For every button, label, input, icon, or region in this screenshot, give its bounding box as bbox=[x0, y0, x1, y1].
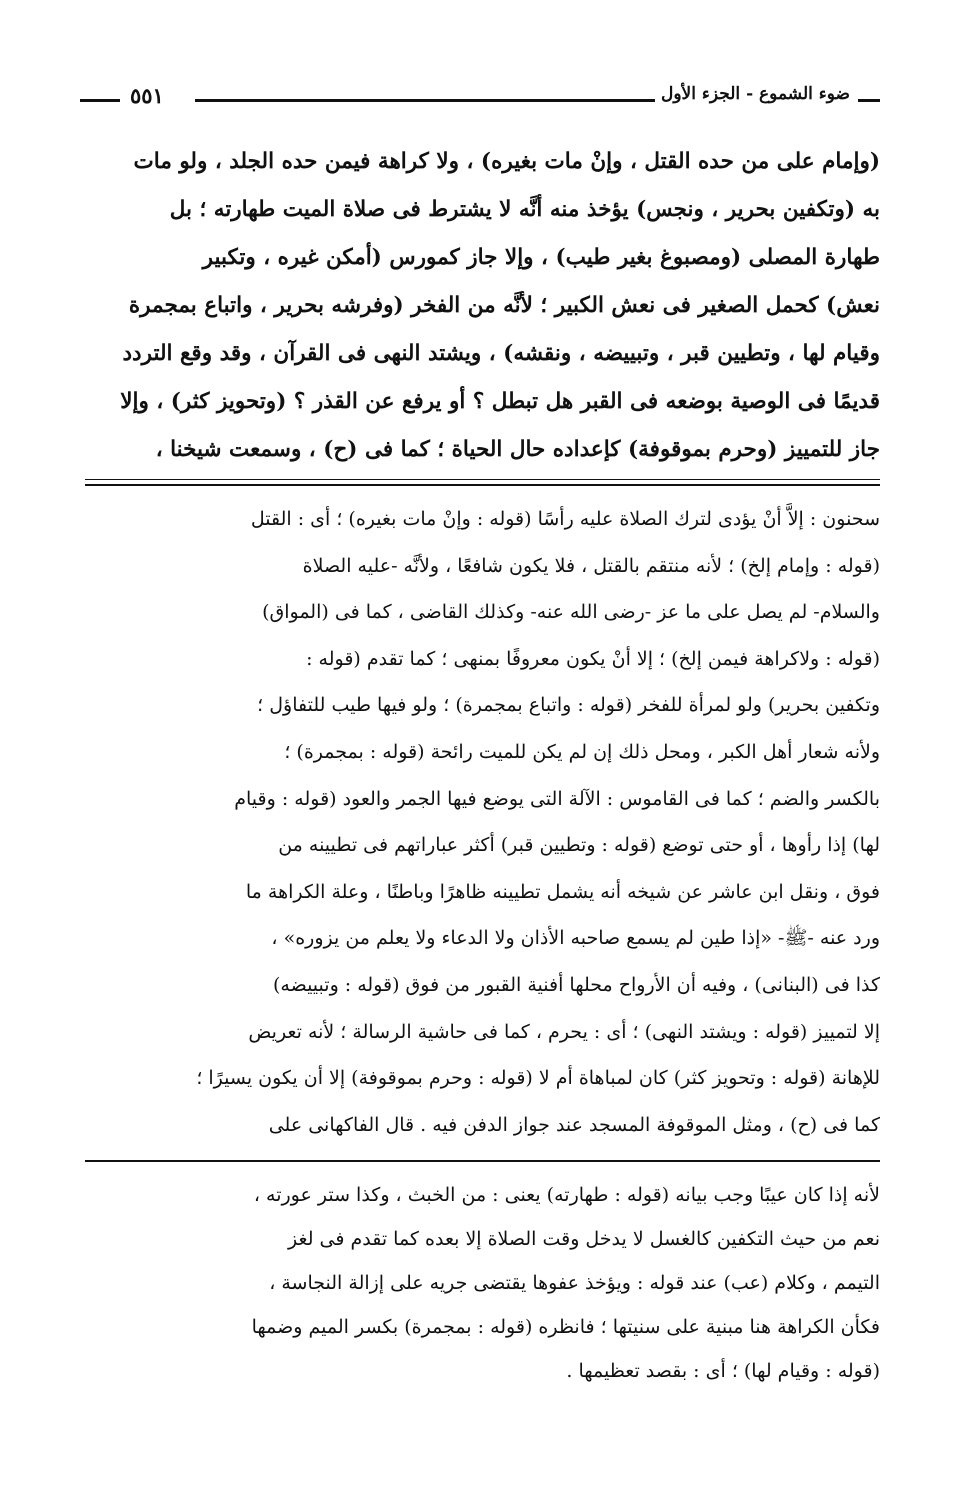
main-line: به (وتكفين بحرير ، ونجس) يؤخذ منه أنَّه لا يشترط فى صلاة الميت طهارته ؛ بل bbox=[169, 197, 880, 222]
commentary-line: بالكسر والضم ؛ كما فى القاموس : الآلة التى يوضع فيها الجمر والعود (قوله : وقيام bbox=[234, 787, 880, 810]
footnote-line: فكأن الكراهة هنا مبنية على سنيتها ؛ فانظره (قوله : بمجمرة) بكسر الميم وضمها bbox=[251, 1316, 880, 1338]
main-line: وقيام لها ، وتطيين قبر ، وتبييضه ، ونقشه) ، ويشتد النهى فى القرآن ، وقد وقع التردد bbox=[122, 341, 880, 366]
running-title: ضوء الشموع - الجزء الأول bbox=[661, 84, 850, 104]
main-line: (وإمام على من حده القتل ، وإنْ مات بغيره) ، ولا كراهة فيمن حده الجلد ، ولو مات bbox=[133, 149, 880, 174]
commentary-line: كما فى (ح) ، ومثل الموقوفة المسجد عند جواز الدفن فيه . قال الفاكهانى على bbox=[268, 1113, 880, 1136]
page-number: ٥٥١ bbox=[130, 83, 164, 108]
footnote-line: لأنه إذا كان عيبًا وجب بيانه (قوله : طهارته) يعنى : من الخبث ، وكذا ستر عورته ، bbox=[253, 1184, 880, 1206]
commentary-line: ورد عنه -ﷺ- «إذا طين لم يسمع صاحبه الأذان ولا الدعاء ولا يعلم من يزوره» ، bbox=[271, 927, 880, 950]
footnote-text bbox=[85, 1173, 880, 1393]
commentary-line: فوق ، ونقل ابن عاشر عن شيخه أنه يشمل تطيينه ظاهرًا وباطنًا ، وعلة الكراهة ما bbox=[245, 880, 880, 903]
main-text bbox=[85, 138, 880, 474]
commentary-line: وتكفين بحرير) ولو لمرأة للفخر (قوله : واتباع بمجمرة) ؛ ولو فيها طيب للتفاؤل ؛ bbox=[257, 694, 880, 717]
commentary-line: إلا لتمييز (قوله : ويشتد النهى) ؛ أى : يحرم ، كما فى حاشية الرسالة ؛ لأنه تعريض bbox=[248, 1020, 880, 1043]
footnote-separator bbox=[85, 1160, 880, 1162]
main-line: جاز للتمييز (وحرم بموقوفة) كإعداده حال الحياة ؛ كما فى (ح) ، وسمعت شيخنا ، bbox=[155, 437, 880, 462]
main-line: نعش) كحمل الصغير فى نعش الكبير ؛ لأنَّه من الفخر (وفرشه بحرير ، واتباع بمجمرة bbox=[128, 293, 880, 318]
page-header bbox=[80, 84, 880, 116]
header-dash-right bbox=[858, 99, 880, 102]
commentary-line: (قوله : وإمام إلخ) ؛ لأنه منتقم بالقتل ، فلا يكون شافعًا ، ولأنَّه -عليه الصلاة bbox=[302, 554, 880, 577]
separator-thick bbox=[85, 484, 880, 486]
separator-thin bbox=[85, 479, 880, 480]
commentary-line: ولأنه شعار أهل الكبر ، ومحل ذلك إن لم يكن للميت رائحة (قوله : بمجمرة) ؛ bbox=[284, 740, 880, 763]
footnote-line: (قوله : وقيام لها) ؛ أى : بقصد تعظيمها . bbox=[566, 1360, 880, 1382]
commentary-line: (قوله : ولاكراهة فيمن إلخ) ؛ إلا أنْ يكون معروفًا بمنهى ؛ كما تقدم (قوله : bbox=[306, 647, 880, 670]
commentary-line: والسلام- لم يصل على ما عز -رضى الله عنه- وكذلك القاضى ، كما فى (المواق) bbox=[262, 601, 880, 624]
commentary-line: للإهانة (قوله : وتحويز كثر) كان لمباهاة أم لا (قوله : وحرم بموقوفة) إلا أن يكون يسيرًا ؛ bbox=[196, 1067, 880, 1090]
commentary-line: لها) إذا رأوها ، أو حتى توضع (قوله : وتطيين قبر) أكثر عباراتهم فى تطيينه من bbox=[278, 834, 880, 857]
commentary-line: كذا فى (البنانى) ، وفيه أن الأرواح محلها أفنية القبور من فوق (قوله : وتبييضه) bbox=[273, 973, 880, 996]
main-line: طهارة المصلى (ومصبوغ بغير طيب) ، وإلا جاز كمورس (أمكن غيره ، وتكبير bbox=[202, 245, 880, 270]
main-line: قديمًا فى الوصية بوضعه فى القبر هل تبطل ؟ أو يرفع عن القذر ؟ (وتحويز كثر) ، وإلا bbox=[120, 389, 880, 414]
commentary-text bbox=[85, 496, 880, 1148]
header-rule bbox=[195, 99, 655, 102]
commentary-line: سحنون : إلاَّ أنْ يؤدى لترك الصلاة عليه رأسًا (قوله : وإنْ مات بغيره) ؛ أى : القتل bbox=[250, 508, 880, 530]
header-dash-left bbox=[80, 99, 120, 102]
footnote-line: التيمم ، وكلام (عب) عند قوله : ويؤخذ عفوها يقتضى جريه على إزالة النجاسة ، bbox=[269, 1272, 880, 1294]
footnote-line: نعم من حيث التكفين كالغسل لا يدخل وقت الصلاة إلا بعده كما تقدم فى لغز bbox=[288, 1228, 880, 1250]
